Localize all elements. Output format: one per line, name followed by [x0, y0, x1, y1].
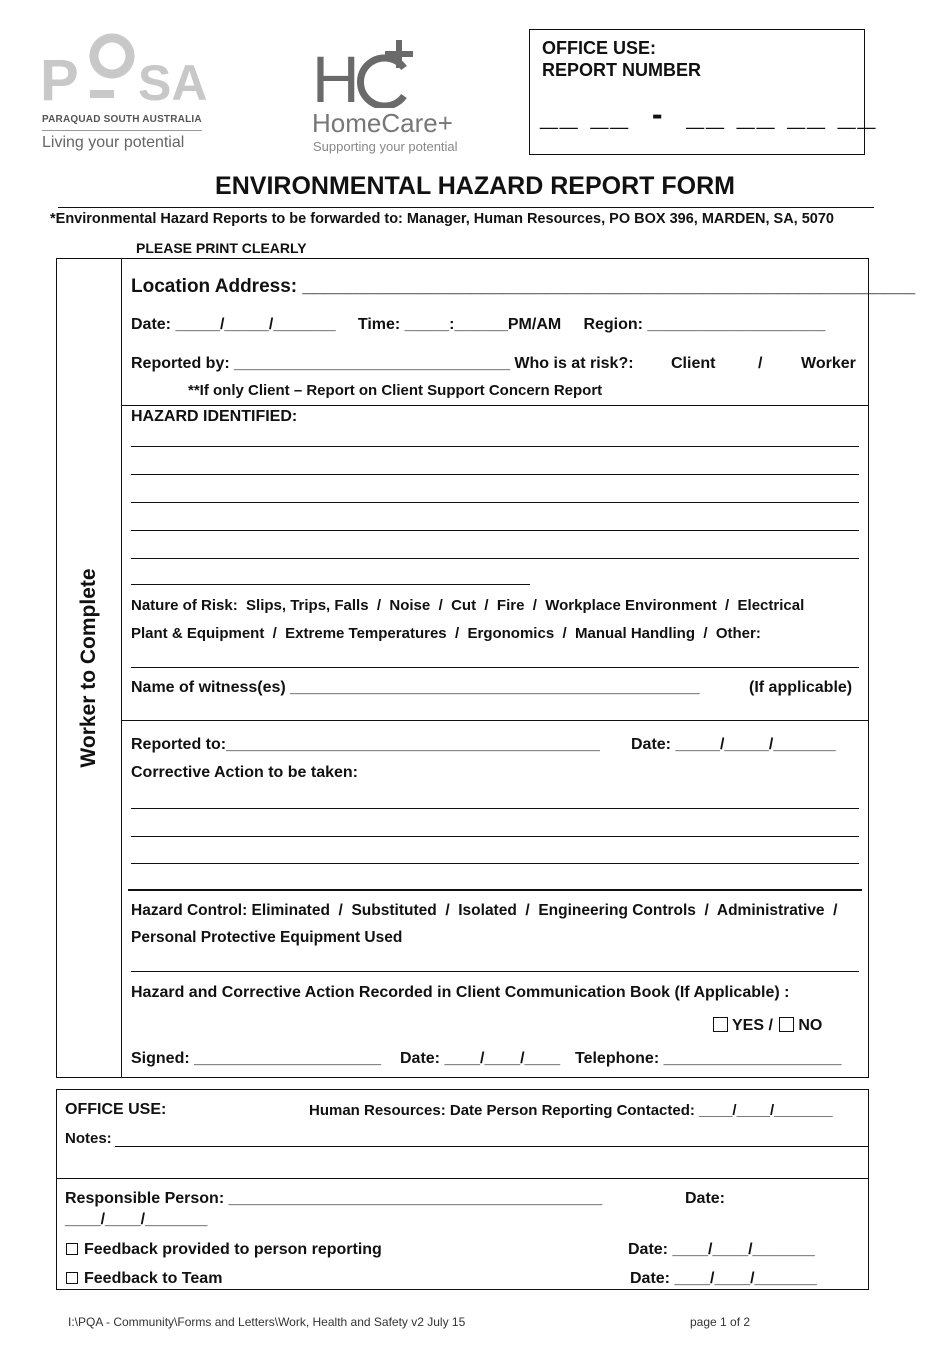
pqsa-tagline: Living your potential	[42, 134, 185, 151]
homecare-name: HomeCare+	[312, 108, 453, 138]
office-use-label: OFFICE USE:	[542, 38, 657, 58]
hazard-line-1[interactable]	[131, 446, 859, 447]
corrective-action-label: Corrective Action to be taken:	[131, 764, 359, 781]
hr-contacted-field[interactable]: Human Resources: Date Person Reporting Contacted: ____/____/_______	[309, 1102, 833, 1119]
homecare-tagline: Supporting your potential	[313, 139, 458, 154]
feedback-person-label: Feedback provided to person reporting	[84, 1241, 382, 1258]
feedback-team-row	[66, 1270, 222, 1288]
risk-separator: /	[758, 355, 763, 372]
hazard-control-line-2: Personal Protective Equipment Used	[131, 929, 403, 946]
report-number-label: REPORT NUMBER	[542, 60, 702, 80]
title-rule	[58, 207, 874, 208]
other-risk-line[interactable]	[131, 667, 859, 668]
office-use-section-label: OFFICE USE:	[65, 1101, 167, 1118]
section-divider-2	[121, 720, 869, 721]
reported-to-field[interactable]: Reported to:__________________________________________	[131, 736, 600, 753]
responsible-date-field[interactable]: ____/____/_______	[65, 1211, 208, 1228]
hazard-line-6[interactable]	[131, 584, 530, 585]
notes-line-1[interactable]	[115, 1146, 868, 1147]
footer-page-number: page 1 of 2	[690, 1315, 751, 1329]
forward-note: *Environmental Hazard Reports to be forwarded to: Manager, Human Resources, PO BOX 396, MARDEN, SA, 5070	[50, 211, 834, 227]
date-time-region-field[interactable]: Date: _____/_____/_______ Time: _____:______PM/AM Region: ____________________	[131, 316, 826, 333]
corrective-thick-rule	[128, 889, 862, 891]
footer-path: I:\PQA - Community\Forms and Letters\Work, Health and Safety v2 July 15	[68, 1315, 466, 1329]
hazard-identified-label: HAZARD IDENTIFIED:	[131, 408, 298, 425]
print-note: PLEASE PRINT CLEARLY	[136, 240, 307, 256]
corrective-line-3[interactable]	[131, 863, 859, 864]
side-column-divider	[121, 258, 122, 1078]
side-label-worker-to-complete: Worker to Complete	[77, 568, 100, 768]
feedback-team-label: Feedback to Team	[84, 1270, 223, 1287]
feedback-person-row	[66, 1241, 382, 1259]
office-use-report-box	[529, 29, 878, 155]
notes-label: Notes:	[65, 1130, 112, 1147]
pqsa-org-name: PARAQUAD SOUTH AUSTRALIA	[42, 114, 202, 125]
hazard-control-line[interactable]	[131, 971, 859, 972]
corrective-line-2[interactable]	[131, 836, 859, 837]
yes-no-options	[713, 1017, 822, 1035]
witness-suffix: (If applicable)	[749, 679, 853, 696]
location-address-field[interactable]: Location Address: __________________________________________________________	[131, 276, 916, 297]
svg-text:P: P	[40, 48, 79, 108]
signed-date-field[interactable]: Date: ____/____/____	[400, 1050, 561, 1067]
pqsa-logo-icon	[40, 28, 208, 108]
no-checkbox[interactable]	[779, 1017, 794, 1032]
hazard-line-2[interactable]	[131, 474, 859, 475]
hazard-line-5[interactable]	[131, 558, 859, 559]
yes-label: YES /	[732, 1017, 773, 1034]
svg-text:H: H	[312, 42, 360, 108]
worker-form	[56, 258, 869, 1078]
reported-by-field[interactable]: Reported by: _______________________________ Who is at risk?:	[131, 355, 634, 372]
hazard-control-line-1: Hazard Control: Eliminated / Substituted / Isolated / Engineering Controls / Administrative /	[131, 902, 838, 919]
risk-client-option[interactable]: Client	[671, 355, 716, 372]
client-note: **If only Client – Report on Client Support Concern Report	[188, 382, 603, 399]
homecare-logo-icon	[312, 38, 422, 108]
hazard-line-4[interactable]	[131, 530, 859, 531]
corrective-line-1[interactable]	[131, 808, 859, 809]
signed-field[interactable]: Signed: _____________________	[131, 1050, 381, 1067]
nature-of-risk-line-2: Plant & Equipment / Extreme Temperatures / Ergonomics / Manual Handling / Other:	[131, 625, 761, 642]
notes-bottom-rule	[56, 1178, 869, 1179]
no-label: NO	[798, 1017, 823, 1034]
svg-text:SA: SA	[138, 55, 208, 108]
feedback-person-checkbox[interactable]	[66, 1243, 78, 1255]
yes-checkbox[interactable]	[713, 1017, 728, 1032]
homecare-logo	[312, 38, 487, 158]
recorded-in-book-label: Hazard and Corrective Action Recorded in Client Communication Book (If Applicable) :	[131, 984, 790, 1001]
responsible-date-label: Date:	[685, 1190, 726, 1207]
section-divider-1	[121, 405, 869, 406]
reported-to-date-field[interactable]: Date: _____/_____/_______	[631, 736, 836, 753]
form-title: ENVIRONMENTAL HAZARD REPORT FORM	[215, 172, 735, 200]
report-number-field[interactable]: __ __ - __ __ __ __	[540, 96, 878, 132]
telephone-field[interactable]: Telephone: ____________________	[575, 1050, 842, 1067]
feedback-person-date-field[interactable]: Date: ____/____/_______	[628, 1241, 815, 1258]
risk-worker-option[interactable]: Worker	[801, 355, 856, 372]
responsible-person-field[interactable]: Responsible Person: __________________________________________	[65, 1190, 603, 1207]
witness-field[interactable]: Name of witness(es) ______________________________________________	[131, 679, 700, 696]
hazard-line-3[interactable]	[131, 502, 859, 503]
feedback-team-date-field[interactable]: Date: ____/____/_______	[630, 1270, 817, 1287]
feedback-team-checkbox[interactable]	[66, 1272, 78, 1284]
pqsa-divider	[42, 130, 202, 131]
pqsa-logo	[40, 28, 210, 158]
nature-of-risk-line-1: Nature of Risk: Slips, Trips, Falls / Noise / Cut / Fire / Workplace Environment / Electrical	[131, 597, 805, 614]
